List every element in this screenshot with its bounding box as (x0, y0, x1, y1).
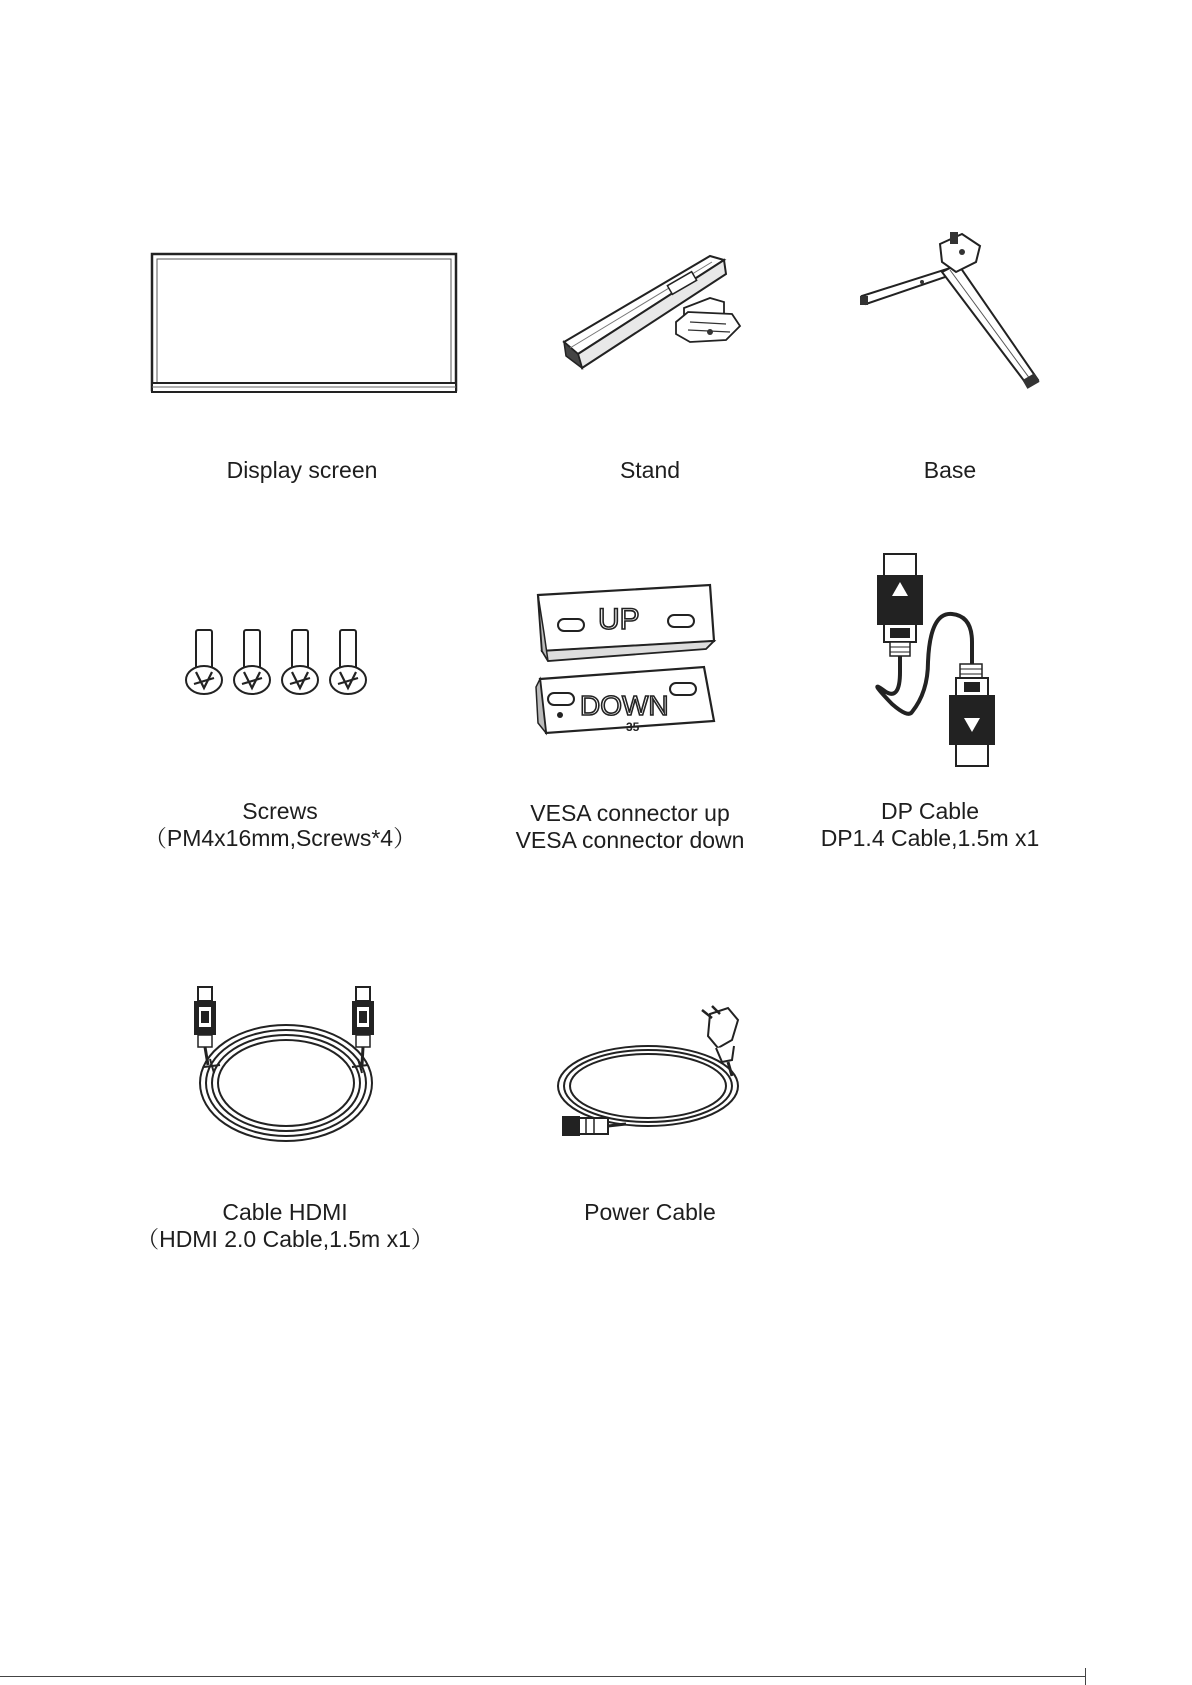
label-hdmi-cable (120, 1199, 450, 1253)
label-line: （HDMI 2.0 Cable,1.5m x1） (136, 1226, 434, 1252)
label-power-cable (560, 1199, 740, 1226)
label-display-screen (186, 457, 418, 484)
page-bottom-rule (0, 1676, 1085, 1677)
screws-icon (184, 628, 384, 698)
displayport-cable-icon (868, 552, 998, 772)
monitor-stand-icon (560, 250, 760, 375)
label-line: DP Cable (880, 798, 980, 824)
page-corner-mark (1085, 1668, 1086, 1685)
label-line: VESA connector down (515, 827, 745, 853)
label-line: Cable HDMI (222, 1199, 348, 1225)
vesa-up-text: UP (598, 603, 640, 636)
label-line: DP1.4 Cable,1.5m x1 (820, 825, 1040, 851)
label-line: VESA connector up (530, 800, 730, 826)
label-stand (580, 457, 720, 484)
label-base (880, 457, 1020, 484)
power-cable-icon (552, 1006, 748, 1142)
label-line: Display screen (226, 457, 378, 483)
label-dp-cable (800, 798, 1060, 852)
vesa-down-text: DOWN (580, 690, 669, 721)
label-line: Stand (619, 457, 681, 483)
label-line: Base (923, 457, 977, 483)
label-line: Screws (242, 798, 318, 824)
label-vesa-connector (490, 800, 770, 854)
monitor-base-icon (858, 228, 1048, 393)
hdmi-cable-icon (190, 985, 390, 1145)
label-screws (120, 798, 440, 852)
label-line: Power Cable (584, 1199, 716, 1225)
monitor-panel-icon (150, 252, 460, 396)
label-line: （PM4x16mm,Screws*4） (143, 825, 417, 851)
vesa-bracket-icon (534, 583, 720, 739)
vesa-code-text: 35 (626, 720, 640, 734)
